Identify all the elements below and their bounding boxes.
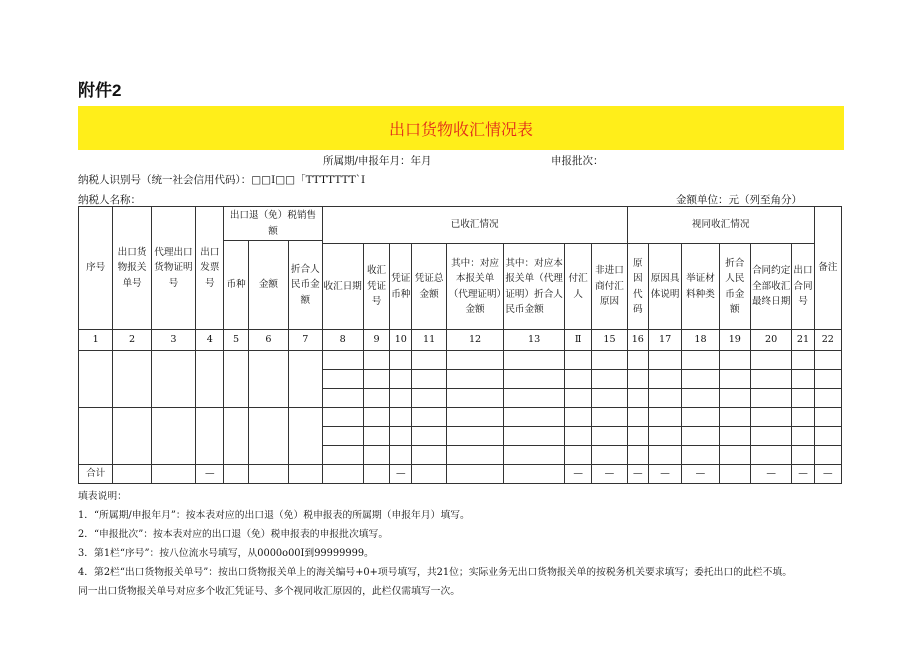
table-cell[interactable] xyxy=(627,389,648,408)
table-cell[interactable] xyxy=(564,351,591,370)
header-voucher-total: 凭证总金额 xyxy=(412,244,446,330)
table-cell[interactable] xyxy=(750,351,791,370)
table-cell[interactable] xyxy=(648,427,681,446)
total-dash: — xyxy=(592,465,627,484)
table-cell[interactable] xyxy=(648,370,681,389)
form-title: 出口货物收汇情况表 xyxy=(388,120,533,139)
header-reason-code: 原因代码 xyxy=(627,244,648,330)
table-cell[interactable] xyxy=(363,408,389,427)
col-number: 7 xyxy=(289,330,322,351)
table-cell[interactable] xyxy=(792,446,814,465)
total-dash: — xyxy=(814,465,841,484)
table-cell[interactable] xyxy=(412,389,446,408)
table-cell[interactable] xyxy=(592,408,627,427)
total-dash: — xyxy=(792,465,814,484)
attachment-label: 附件2 xyxy=(78,81,122,100)
table-cell[interactable] xyxy=(224,408,248,465)
note-item: 同一出口货物报关单号对应多个收汇凭证号、多个视同收汇原因的，此栏仅需填写一次。 xyxy=(78,586,461,597)
header-row-1 xyxy=(79,207,842,241)
table-cell xyxy=(446,465,504,484)
table-cell[interactable] xyxy=(113,351,151,408)
col-number: 19 xyxy=(719,330,750,351)
table-cell[interactable] xyxy=(792,370,814,389)
table-cell[interactable] xyxy=(446,389,504,408)
table-cell[interactable] xyxy=(113,408,151,465)
amount-unit-label: 金额单位：元（列至角分） xyxy=(676,194,802,206)
table-cell[interactable] xyxy=(248,351,288,408)
table-cell[interactable] xyxy=(750,446,791,465)
header-reason-desc: 原因具体说明 xyxy=(648,244,681,330)
table-cell[interactable] xyxy=(322,351,363,370)
header-invoice-no: 出口发票号 xyxy=(196,207,224,330)
table-cell[interactable] xyxy=(363,389,389,408)
taxpayer-id-label: 纳税人识别号（统一社会信用代码）：□□I□□「TTTTTTT`I xyxy=(78,174,366,186)
header-contract-deadline: 合同约定全部收汇最终日期 xyxy=(750,244,791,330)
col-number: 13 xyxy=(504,330,565,351)
header-remark: 备注 xyxy=(814,207,841,330)
col-number: Ⅱ xyxy=(564,330,591,351)
table-cell[interactable] xyxy=(719,408,750,427)
table-cell[interactable] xyxy=(390,389,412,408)
header-this-customs-rmb: 其中：对应本报关单（代理证明）折合人民币金额 xyxy=(504,244,565,330)
col-number: 16 xyxy=(627,330,648,351)
table-cell[interactable] xyxy=(814,389,841,408)
table-cell[interactable] xyxy=(446,351,504,370)
col-number: 1 xyxy=(79,330,113,351)
col-number: 10 xyxy=(390,330,412,351)
table-cell[interactable] xyxy=(390,408,412,427)
table-cell[interactable] xyxy=(627,370,648,389)
col-number: 12 xyxy=(446,330,504,351)
col-number: 5 xyxy=(224,330,248,351)
table-cell[interactable] xyxy=(390,446,412,465)
col-number: 3 xyxy=(151,330,195,351)
table-cell[interactable] xyxy=(814,446,841,465)
table-cell[interactable] xyxy=(792,389,814,408)
header-rmb-amount: 折合人民币金额 xyxy=(289,241,322,330)
col-number: 17 xyxy=(648,330,681,351)
table-cell[interactable] xyxy=(682,408,719,427)
total-dash: — xyxy=(196,465,224,484)
table-cell[interactable] xyxy=(648,389,681,408)
table-cell[interactable] xyxy=(504,351,565,370)
table-cell[interactable] xyxy=(627,446,648,465)
table-cell[interactable] xyxy=(363,370,389,389)
header-seq: 序号 xyxy=(79,207,113,330)
header-voucher-currency: 凭证币种 xyxy=(390,244,412,330)
table-cell[interactable] xyxy=(196,408,224,465)
header-deemed-rmb: 折合人民币金额 xyxy=(719,244,750,330)
collection-table xyxy=(78,206,842,484)
table-cell[interactable] xyxy=(322,408,363,427)
header-deemed-group: 视同收汇情况 xyxy=(627,207,814,244)
col-number: 4 xyxy=(196,330,224,351)
header-customs-no: 出口货物报关单号 xyxy=(113,207,151,330)
table-cell[interactable] xyxy=(151,408,195,465)
total-label: 合计 xyxy=(79,465,113,484)
table-cell[interactable] xyxy=(750,408,791,427)
table-cell[interactable] xyxy=(412,408,446,427)
table-cell[interactable] xyxy=(446,408,504,427)
table-cell[interactable] xyxy=(224,351,248,408)
header-amount: 金额 xyxy=(248,241,288,330)
table-cell[interactable] xyxy=(792,351,814,370)
table-cell xyxy=(719,465,750,484)
table-cell xyxy=(412,465,446,484)
header-sales-group: 出口退（免）税销售额 xyxy=(224,207,322,241)
table-cell[interactable] xyxy=(363,446,389,465)
header-collect-date: 收汇日期 xyxy=(322,244,363,330)
table-cell[interactable] xyxy=(322,446,363,465)
table-cell xyxy=(289,465,322,484)
table-cell[interactable] xyxy=(750,427,791,446)
table-cell xyxy=(504,465,565,484)
table-cell[interactable] xyxy=(592,351,627,370)
header-payer: 付汇人 xyxy=(564,244,591,330)
table-cell[interactable] xyxy=(79,408,113,465)
table-cell[interactable] xyxy=(814,351,841,370)
table-cell[interactable] xyxy=(719,427,750,446)
table-cell[interactable] xyxy=(719,370,750,389)
table-cell[interactable] xyxy=(564,389,591,408)
table-cell[interactable] xyxy=(592,389,627,408)
table-cell[interactable] xyxy=(564,370,591,389)
table-cell[interactable] xyxy=(363,427,389,446)
table-cell[interactable] xyxy=(504,427,565,446)
table-cell[interactable] xyxy=(151,351,195,408)
table-cell[interactable] xyxy=(446,370,504,389)
col-number: 9 xyxy=(363,330,389,351)
total-dash: — xyxy=(648,465,681,484)
table-cell[interactable] xyxy=(248,408,288,465)
col-number: 20 xyxy=(750,330,791,351)
taxpayer-name-label: 纳税人名称： xyxy=(78,194,141,206)
header-non-importer-reason: 非进口商付汇原因 xyxy=(592,244,627,330)
table-cell[interactable] xyxy=(682,446,719,465)
table-cell[interactable] xyxy=(627,351,648,370)
table-cell[interactable] xyxy=(750,370,791,389)
table-cell[interactable] xyxy=(196,351,224,408)
title-banner xyxy=(78,106,844,150)
note-item: 2．“申报批次”：按本表对应的出口退（免）税申报表的申报批次填写。 xyxy=(78,529,389,540)
batch-label: 申报批次： xyxy=(551,155,604,167)
header-collected-group: 已收汇情况 xyxy=(322,207,627,244)
table-cell[interactable] xyxy=(648,446,681,465)
period-label: 所属期/申报年月：年月 xyxy=(323,155,432,167)
table-cell[interactable] xyxy=(682,427,719,446)
table-cell[interactable] xyxy=(390,370,412,389)
col-number: 8 xyxy=(322,330,363,351)
table-cell[interactable] xyxy=(648,408,681,427)
table-cell[interactable] xyxy=(719,446,750,465)
header-currency: 币种 xyxy=(224,241,248,330)
table-cell[interactable] xyxy=(79,351,113,408)
table-cell[interactable] xyxy=(446,427,504,446)
table-cell xyxy=(363,465,389,484)
col-number: 22 xyxy=(814,330,841,351)
total-dash: — xyxy=(627,465,648,484)
table-cell[interactable] xyxy=(592,427,627,446)
table-cell[interactable] xyxy=(814,408,841,427)
table-cell[interactable] xyxy=(682,370,719,389)
table-cell xyxy=(224,465,248,484)
column-number-row xyxy=(79,330,842,351)
table-cell[interactable] xyxy=(289,351,322,408)
total-dash: — xyxy=(750,465,791,484)
table-cell[interactable] xyxy=(648,351,681,370)
notes-heading: 填表说明： xyxy=(78,491,127,502)
table-cell xyxy=(113,465,151,484)
total-row xyxy=(79,465,842,484)
table-row xyxy=(79,351,842,370)
table-cell xyxy=(248,465,288,484)
table-cell[interactable] xyxy=(412,351,446,370)
header-contract-no: 出口合同号 xyxy=(792,244,814,330)
table-cell[interactable] xyxy=(564,408,591,427)
table-cell[interactable] xyxy=(289,408,322,465)
table-cell[interactable] xyxy=(390,427,412,446)
total-dash: — xyxy=(564,465,591,484)
col-number: 15 xyxy=(592,330,627,351)
table-cell[interactable] xyxy=(390,351,412,370)
table-cell[interactable] xyxy=(322,370,363,389)
total-dash: — xyxy=(390,465,412,484)
header-proof-type: 举证材料种类 xyxy=(682,244,719,330)
table-cell[interactable] xyxy=(792,427,814,446)
table-cell[interactable] xyxy=(592,446,627,465)
table-cell[interactable] xyxy=(412,446,446,465)
note-item: 3．第1栏“序号”：按八位流水号填写，从0000o00I到99999999。 xyxy=(78,548,374,559)
table-cell[interactable] xyxy=(322,427,363,446)
col-number: 11 xyxy=(412,330,446,351)
table-cell[interactable] xyxy=(412,370,446,389)
table-cell[interactable] xyxy=(504,446,565,465)
col-number: 18 xyxy=(682,330,719,351)
total-dash: — xyxy=(682,465,719,484)
table-cell[interactable] xyxy=(564,446,591,465)
header-agency-cert: 代理出口货物证明号 xyxy=(151,207,195,330)
table-cell[interactable] xyxy=(504,408,565,427)
header-voucher-no: 收汇凭证号 xyxy=(363,244,389,330)
table-cell xyxy=(151,465,195,484)
note-item: 1．“所属期/申报年月”：按本表对应的出口退（免）税申报表的所属期（申报年月）填写。 xyxy=(78,510,470,521)
table-cell xyxy=(322,465,363,484)
table-cell[interactable] xyxy=(412,427,446,446)
col-number: 21 xyxy=(792,330,814,351)
table-cell[interactable] xyxy=(564,427,591,446)
table-cell[interactable] xyxy=(792,408,814,427)
note-item: 4．第2栏“出口货物报关单号”：按出口货物报关单上的海关编号+0+项号填写，共21位；实际业务无出口货物报关单的按税务机关要求填写；委托出口的此栏不填。 xyxy=(78,567,792,578)
header-this-customs-amount: 其中：对应本报关单（代理证明）金额 xyxy=(446,244,504,330)
table-cell[interactable] xyxy=(363,351,389,370)
table-cell[interactable] xyxy=(504,389,565,408)
table-cell[interactable] xyxy=(814,370,841,389)
table-cell[interactable] xyxy=(322,389,363,408)
table-cell[interactable] xyxy=(719,351,750,370)
table-cell[interactable] xyxy=(682,389,719,408)
table-cell[interactable] xyxy=(682,351,719,370)
fill-instructions xyxy=(78,488,792,602)
table-cell[interactable] xyxy=(504,370,565,389)
table-cell[interactable] xyxy=(814,427,841,446)
col-number: 6 xyxy=(248,330,288,351)
table-cell[interactable] xyxy=(446,446,504,465)
table-cell[interactable] xyxy=(750,389,791,408)
table-cell[interactable] xyxy=(627,427,648,446)
table-cell[interactable] xyxy=(592,370,627,389)
col-number: 2 xyxy=(113,330,151,351)
table-cell[interactable] xyxy=(627,408,648,427)
table-row xyxy=(79,408,842,427)
table-cell[interactable] xyxy=(719,389,750,408)
